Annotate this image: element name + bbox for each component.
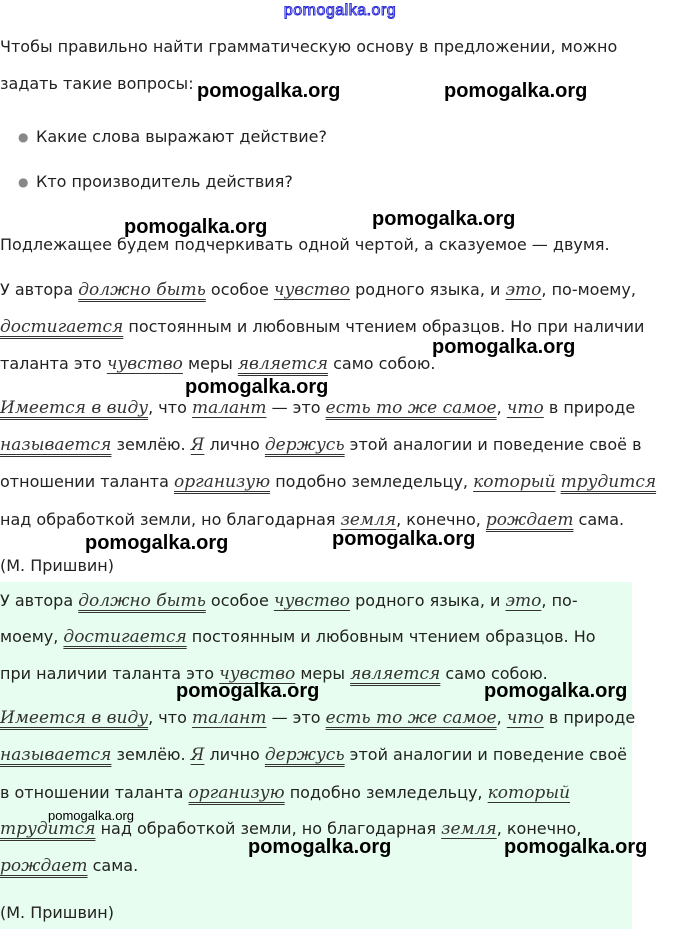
predicate: трудится: [560, 472, 657, 492]
subject: талант: [191, 708, 267, 728]
subject: это: [505, 591, 542, 611]
text2-line-5: называется землёю. Я лично держусь этой аналогии и поведение своё: [0, 745, 627, 765]
text1-line-6: отношении таланта организую подобно земледельцу, который трудится: [0, 472, 657, 492]
predicate: рождает: [0, 856, 88, 876]
subject: Я: [190, 435, 205, 455]
subject: что: [506, 398, 544, 418]
predicate: является: [237, 354, 328, 374]
watermark: pomogalka.org: [185, 376, 329, 398]
watermark: pomogalka.org: [124, 216, 268, 238]
watermark: pomogalka.org: [432, 336, 576, 358]
text1-line-7: над обработкой земли, но благодарная земля, конечно, рождает сама.: [0, 510, 625, 530]
bullet-icon: ●: [18, 130, 29, 144]
text1-line-2: достигается постоянным и любовным чтением образцов. Но при наличии: [0, 317, 645, 337]
watermark: pomogalka.org: [176, 680, 320, 702]
text2-line-7: трудится над обработкой земли, но благодарная земля, конечно,: [0, 819, 582, 839]
predicate: организую: [174, 472, 271, 492]
subject: который: [487, 783, 571, 803]
text2-line-8: рождает сама.: [0, 856, 139, 876]
subject: чувство: [273, 591, 350, 611]
watermark: pomogalka.org: [48, 808, 134, 823]
question-1: Какие слова выражают действие?: [36, 127, 327, 146]
predicate: называется: [0, 745, 112, 765]
text1-line-3: таланта это чувство меры является само собою.: [0, 354, 436, 374]
predicate: рождает: [485, 510, 574, 530]
author-2: (М. Пришвин): [0, 903, 114, 922]
text2-line-6: в отношении таланта организую подобно земледельцу, который: [0, 783, 571, 803]
watermark: pomogalka.org: [248, 836, 392, 858]
subject: чувство: [219, 664, 296, 684]
watermark: pomogalka.org: [332, 528, 476, 550]
watermark: pomogalka.org: [484, 680, 628, 702]
text2-line-1: У автора должно быть особое чувство родного языка, и это, по-: [0, 591, 578, 611]
subject: чувство: [106, 354, 183, 374]
question-2: Кто производитель действия?: [36, 172, 293, 191]
bullet-icon: ●: [18, 175, 29, 189]
predicate: должно быть: [78, 280, 206, 300]
subject: талант: [191, 398, 267, 418]
watermark: pomogalka.org: [444, 80, 588, 102]
predicate: есть то же самое: [325, 708, 497, 728]
predicate: держусь: [264, 435, 345, 455]
subject: чувство: [273, 280, 350, 300]
subject: земля: [441, 819, 497, 839]
predicate: Имеется в виду: [0, 708, 149, 728]
underline-note: Подлежащее будем подчеркивать одной чертой, а сказуемое — двумя.: [0, 235, 610, 254]
subject: Я: [190, 745, 205, 765]
predicate: достигается: [63, 627, 187, 647]
predicate: должно быть: [78, 591, 206, 611]
text2-line-2: моему, достигается постоянным и любовным чтением образцов. Но: [0, 627, 596, 647]
text1-line-4: Имеется в виду, что талант — это есть то же самое, что в природе: [0, 398, 636, 418]
predicate: организую: [188, 783, 285, 803]
predicate: есть то же самое: [325, 398, 497, 418]
watermark: pomogalka.org: [197, 80, 341, 102]
text1-line-5: называется землёю. Я лично держусь этой аналогии и поведение своё в: [0, 435, 642, 455]
watermark-top: pomogalka.org: [283, 2, 397, 19]
text1-line-1: У автора должно быть особое чувство родного языка, и это, по-моему,: [0, 280, 636, 300]
predicate: Имеется в виду: [0, 398, 149, 418]
subject: который: [473, 472, 556, 492]
text2-line-4: Имеется в виду, что талант — это есть то же самое, что в природе: [0, 708, 636, 728]
watermark: pomogalka.org: [504, 836, 648, 858]
subject: это: [505, 280, 542, 300]
watermark: pomogalka.org: [372, 208, 516, 230]
author-1: (М. Пришвин): [0, 556, 114, 575]
predicate: является: [350, 664, 441, 684]
predicate: достигается: [0, 317, 124, 337]
subject: земля: [340, 510, 397, 530]
intro-line-2: задать такие вопросы:: [0, 74, 194, 93]
predicate: трудится: [0, 819, 96, 839]
text2-line-3: при наличии таланта это чувство меры является само собою.: [0, 664, 548, 684]
subject: что: [506, 708, 544, 728]
predicate: держусь: [264, 745, 345, 765]
watermark: pomogalka.org: [85, 532, 229, 554]
predicate: называется: [0, 435, 112, 455]
intro-line-1: Чтобы правильно найти грамматическую основу в предложении, можно: [0, 37, 618, 56]
